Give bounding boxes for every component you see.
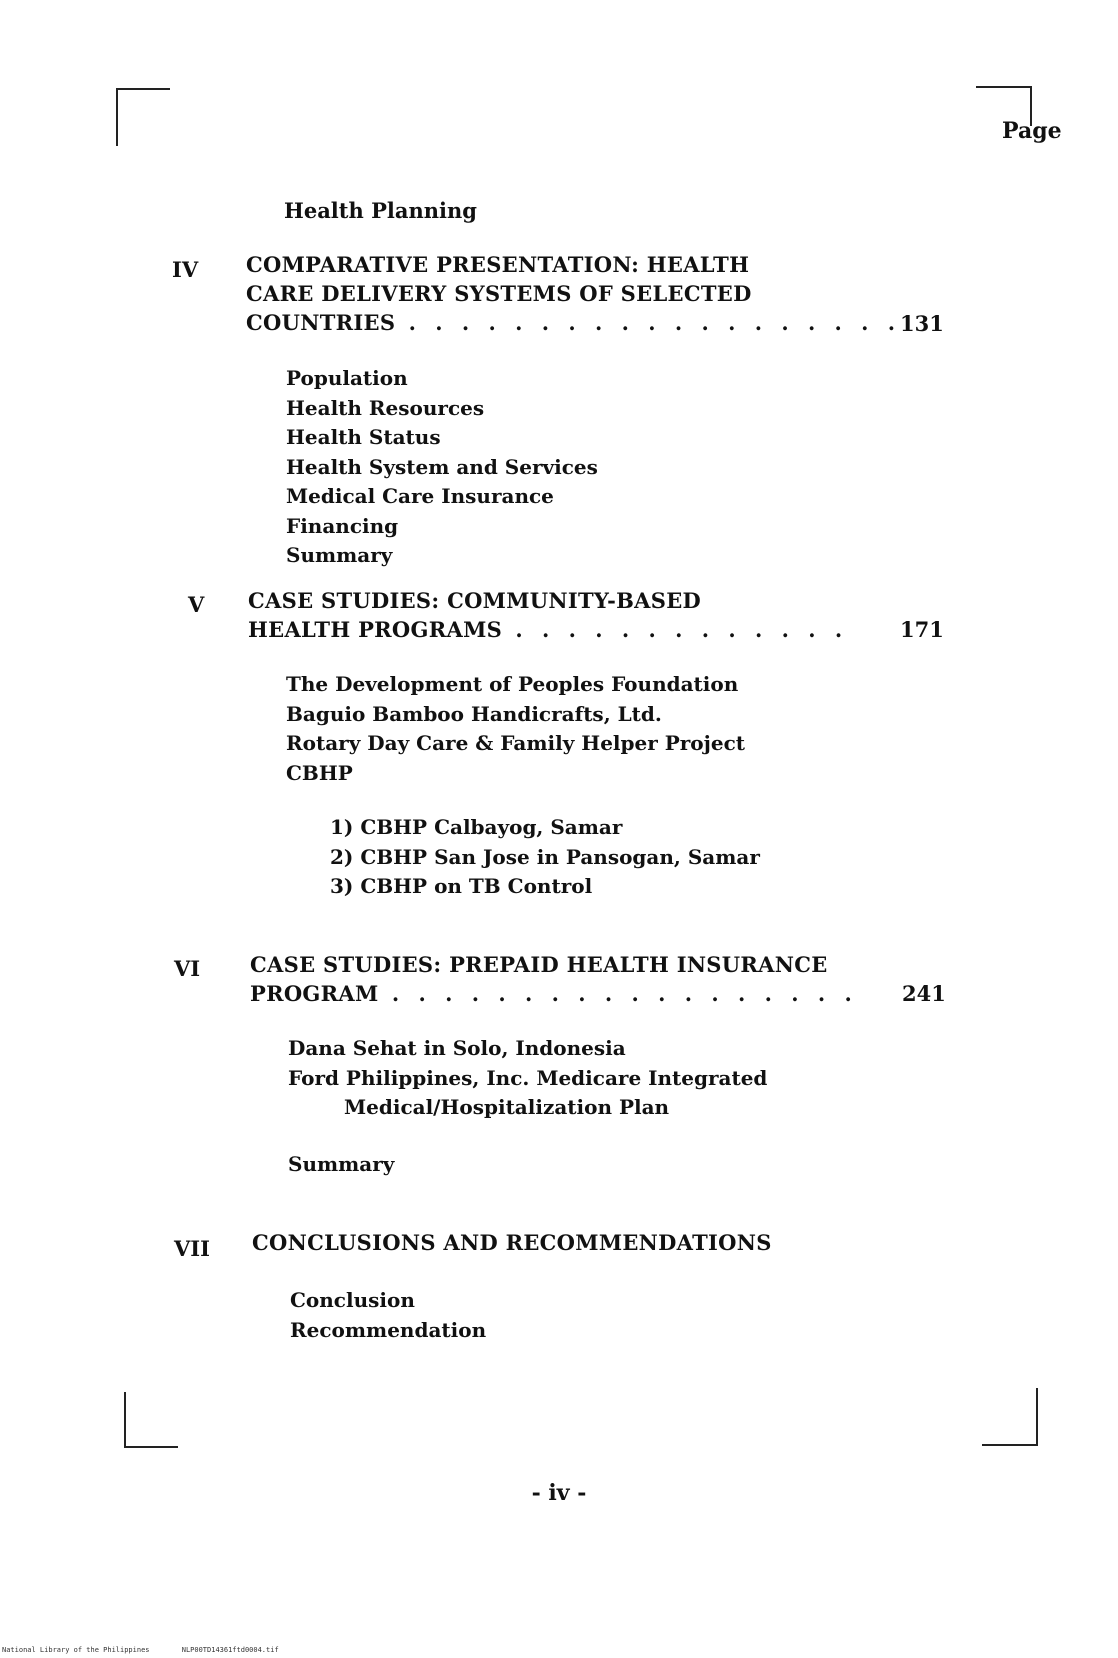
section-numeral-vi: VI <box>174 956 201 981</box>
list-item: Health Status <box>286 425 441 449</box>
section-items-iv <box>286 364 598 571</box>
section-heading-vii <box>252 1228 772 1257</box>
heading-line: COUNTRIES <box>246 310 396 335</box>
heading-line: CARE DELIVERY SYSTEMS OF SELECTED <box>246 281 752 306</box>
list-item-continuation: Medical/Hospitalization Plan <box>344 1095 670 1119</box>
section-items-vi <box>288 1034 767 1123</box>
heading-line: CASE STUDIES: COMMUNITY-BASED <box>248 588 702 613</box>
list-item: Summary <box>286 543 393 567</box>
section-items-vi-summary <box>288 1150 394 1180</box>
toc-item-health-planning: Health Planning <box>284 198 477 223</box>
leader-dots: . . . . . . . . . . . . . . . . . . . <box>395 310 902 335</box>
section-heading-iv <box>246 250 901 337</box>
leader-dots: . . . . . . . . . . . . . <box>502 617 849 642</box>
page-folio: - iv - <box>531 1480 587 1506</box>
list-item: Health System and Services <box>286 454 598 479</box>
list-item: Ford Philippines, Inc. Medicare Integrated <box>288 1065 768 1090</box>
list-item: Dana Sehat in Solo, Indonesia <box>288 1036 626 1060</box>
section-numeral-iv: IV <box>172 257 199 282</box>
list-item: Medical Care Insurance <box>286 484 554 508</box>
crop-mark-bottom-left <box>124 1392 178 1448</box>
page-column-label: Page <box>1002 118 1062 144</box>
heading-line: COMPARATIVE PRESENTATION: HEALTH <box>246 252 750 277</box>
section-numeral-vii: VII <box>174 1236 210 1261</box>
list-item: Baguio Bamboo Handicrafts, Ltd. <box>286 701 662 726</box>
footer-library: National Library of the Philippines <box>2 1646 150 1654</box>
footer-file: NLP00TD14361ftd0004.tif <box>181 1646 279 1654</box>
list-item: Population <box>286 366 408 390</box>
heading-line: CONCLUSIONS AND RECOMMENDATIONS <box>252 1230 772 1255</box>
list-item: The Development of Peoples Foundation <box>286 672 739 696</box>
section-subitems-v <box>330 813 760 902</box>
list-item: CBHP <box>286 760 353 785</box>
sub-list-item: 1) CBHP Calbayog, Samar <box>330 815 623 839</box>
heading-line: PROGRAM <box>250 981 379 1006</box>
list-item: Financing <box>286 513 399 538</box>
leader-dots: . . . . . . . . . . . . . . . . . . <box>378 981 858 1006</box>
section-items-v <box>286 670 745 788</box>
heading-line: CASE STUDIES: PREPAID HEALTH INSURANCE <box>250 952 828 977</box>
scan-footer <box>2 1646 307 1654</box>
sub-list-item: 3) CBHP on TB Control <box>330 874 593 898</box>
list-item: Rotary Day Care & Family Helper Project <box>286 731 746 755</box>
section-heading-vi <box>250 950 858 1008</box>
list-item: Recommendation <box>290 1317 487 1342</box>
page-number-iv: 131 <box>900 311 944 336</box>
list-item: Summary <box>288 1152 395 1176</box>
heading-line: HEALTH PROGRAMS <box>248 617 503 642</box>
section-heading-v <box>248 586 848 644</box>
page-number-vi: 241 <box>902 981 946 1006</box>
section-items-vii <box>290 1286 486 1345</box>
list-item: Conclusion <box>290 1288 415 1312</box>
page-number-v: 171 <box>900 617 944 642</box>
list-item: Health Resources <box>286 395 485 420</box>
section-numeral-v: V <box>188 592 205 617</box>
sub-list-item: 2) CBHP San Jose in Pansogan, Samar <box>330 844 760 869</box>
crop-mark-bottom-right <box>982 1388 1038 1446</box>
crop-mark-top-left <box>116 88 170 146</box>
